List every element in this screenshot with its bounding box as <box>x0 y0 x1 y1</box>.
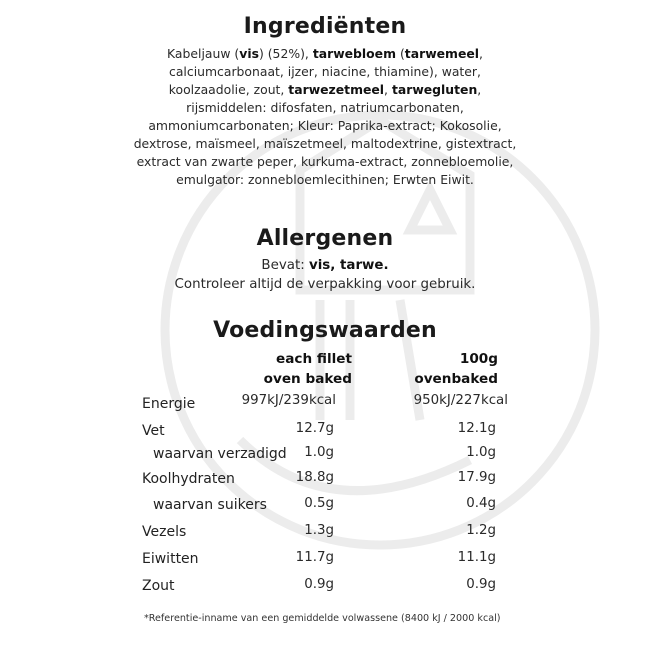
column-header-per-fillet <box>264 349 352 389</box>
allergens-contains-value: vis, tarwe. <box>308 258 389 273</box>
column-header-per-100g-line1: 100g <box>459 351 498 367</box>
nutrient-value-fillet: 0.9g <box>304 577 334 592</box>
nutrient-value-100g: 950kJ/227kcal <box>413 393 508 408</box>
ingredient-allergen: tarwezetmeel <box>288 82 385 97</box>
nutrient-label: Vezels <box>142 524 187 540</box>
nutrient-value-100g: 1.0g <box>466 445 496 460</box>
nutrition-row-vet <box>0 421 650 443</box>
ingredient-text-segment: Kabeljauw ( <box>167 46 240 61</box>
nutrient-value-fillet: 1.0g <box>304 445 334 460</box>
nutrient-value-100g: 12.1g <box>457 421 496 436</box>
nutrition-row-energie <box>0 394 650 416</box>
nutrient-label: Zout <box>142 578 175 594</box>
nutrition-row-eiwitten <box>0 550 650 572</box>
nutrient-label: Vet <box>142 423 165 439</box>
nutrient-value-fillet: 997kJ/239kcal <box>241 393 336 408</box>
ingredient-text-segment: , <box>384 82 392 97</box>
column-header-per-100g <box>414 349 498 389</box>
nutrition-row-verzadigd <box>0 445 650 467</box>
ingredient-allergen: vis <box>239 46 259 61</box>
ingredient-text-segment: ) (52%), <box>258 46 313 61</box>
nutrition-heading: Voedingswaarden <box>213 318 437 343</box>
nutrient-value-100g: 0.4g <box>466 496 496 511</box>
nutrient-value-100g: 11.1g <box>457 550 496 565</box>
nutrition-row-vezels <box>0 523 650 545</box>
nutrient-value-fillet: 11.7g <box>295 550 334 565</box>
allergens-heading: Allergenen <box>256 226 394 251</box>
nutrient-value-100g: 17.9g <box>457 470 496 485</box>
column-header-per-fillet-line2: oven baked <box>263 371 352 387</box>
ingredient-allergen: tarwemeel <box>404 46 480 61</box>
column-header-per-fillet-line1: each fillet <box>276 351 352 367</box>
nutrient-label: Koolhydraten <box>142 471 235 487</box>
ingredient-text-segment: , calciumcarbonaat, ijzer, niacine, thiamine), water, koolzaadolie, zout, <box>168 46 483 97</box>
ingredients-text <box>130 45 520 189</box>
allergens-note: Controleer altijd de verpakking voor gebruik. <box>174 277 476 292</box>
reference-intake-footnote: *Referentie-inname van een gemiddelde volwassene (8400 kJ / 2000 kcal) <box>144 613 501 624</box>
nutrient-value-fillet: 0.5g <box>304 496 334 511</box>
nutrient-value-fillet: 1.3g <box>304 523 334 538</box>
nutrient-label: waarvan suikers <box>153 497 267 513</box>
nutrient-label: Energie <box>142 396 196 412</box>
nutrient-label: waarvan verzadigd <box>153 446 287 462</box>
nutrition-row-koolhydraten <box>0 470 650 492</box>
column-header-per-100g-line2: ovenbaked <box>414 371 498 387</box>
nutrient-value-fillet: 12.7g <box>295 421 334 436</box>
ingredient-allergen: tarwebloem <box>312 46 397 61</box>
nutrient-value-100g: 0.9g <box>466 577 496 592</box>
ingredient-allergen: tarwegluten <box>391 82 478 97</box>
nutrition-row-zout <box>0 577 650 599</box>
nutrition-row-suikers <box>0 496 650 518</box>
ingredient-text-segment: ( <box>396 46 405 61</box>
nutrient-value-fillet: 18.8g <box>295 470 334 485</box>
ingredients-heading: Ingrediënten <box>243 14 407 39</box>
allergens-contains-label: Bevat: <box>261 258 309 273</box>
nutrient-value-100g: 1.2g <box>466 523 496 538</box>
ingredient-text-segment: , rijsmiddelen: difosfaten, natriumcarbonaten, ammoniumcarbonaten; Kleur: Paprika-extract; Kokosolie, dextrose, maïsmeel, maïszetmeel, maltodextrine, gistextract, extract van zwarte peper, kurkuma-extract, zonnebloemolie, emulgator: zonnebloemlecithinen; Erwten Eiwit. <box>133 82 517 187</box>
allergens-contains <box>0 258 650 273</box>
nutrient-label: Eiwitten <box>142 551 199 567</box>
